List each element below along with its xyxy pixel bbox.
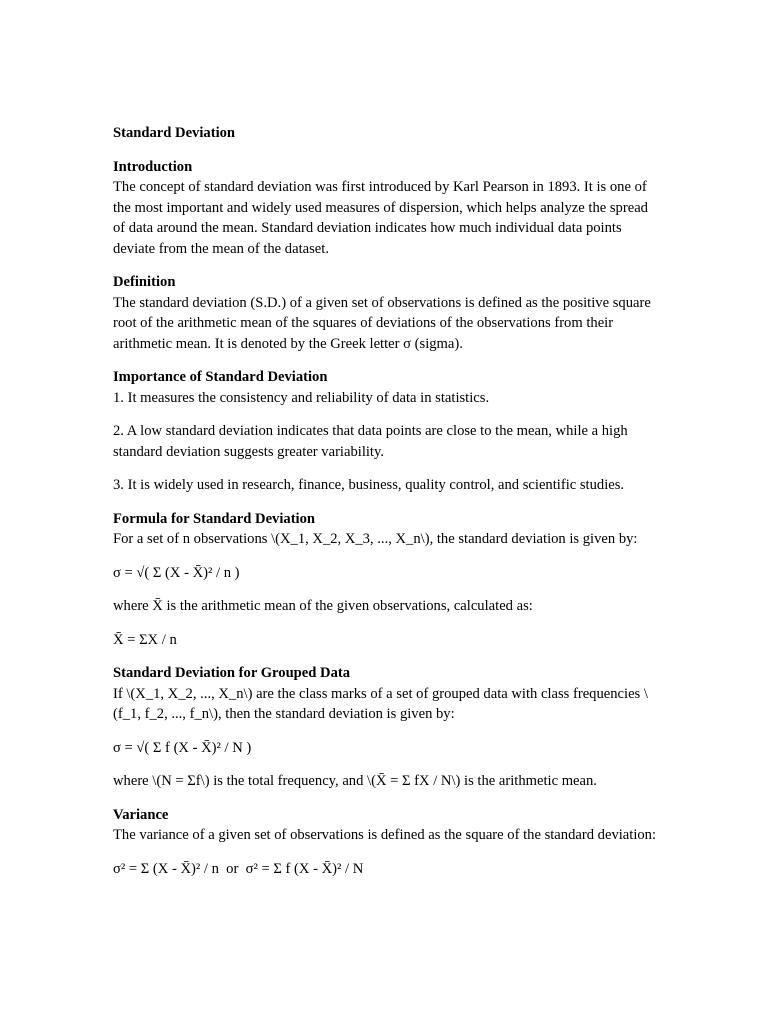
variance-heading: Variance <box>113 806 169 823</box>
document-title: Standard Deviation <box>113 125 236 141</box>
formula-where: where X̄ is the arithmetic mean of the given observations, calculated as: <box>113 598 533 614</box>
importance-item-2: 2. A low standard deviation indicates that data points are close to the mean, while a high standard deviation suggests greater variability. <box>113 423 628 460</box>
definition-section <box>113 272 658 354</box>
formula-heading: Formula for Standard Deviation <box>113 510 316 527</box>
importance-item-3: 3. It is widely used in research, finance, business, quality control, and scientific studies. <box>113 477 625 493</box>
variance-text: The variance of a given set of observations is defined as the square of the standard deviation: <box>113 827 657 843</box>
definition-text: The standard deviation (S.D.) of a given set of observations is defined as the positive square root of the arithmetic mean of the squares of deviations of the observations from their arithmetic mean. It is denoted by the Greek letter σ (sigma). <box>113 294 651 352</box>
importance-heading: Importance of Standard Deviation <box>113 369 328 385</box>
formula-section <box>113 509 658 550</box>
mean-equation: X̄ = ΣX / n <box>113 631 177 648</box>
variance-equation: σ² = Σ (X - X̄)² / n or σ² = Σ f (X - X̄)² / N <box>113 860 364 877</box>
grouped-equation: σ = √( Σ f (X - X̄)² / N ) <box>113 739 252 756</box>
variance-section <box>113 805 658 846</box>
definition-heading: Definition <box>113 274 176 290</box>
grouped-section <box>113 663 658 725</box>
grouped-where: where \(N = Σf\) is the total frequency, and \(X̄ = Σ fX / N\) is the arithmetic mean. <box>113 773 597 789</box>
introduction-text: The concept of standard deviation was first introduced by Karl Pearson in 1893. It is one of the most important and widely used measures of dispersion, which helps analyze the spread of data around the mean. Standard deviation indicates how much individual data points deviate from the mean of the dataset. <box>113 179 648 257</box>
introduction-section <box>113 157 658 260</box>
grouped-heading: Standard Deviation for Grouped Data <box>113 665 351 681</box>
importance-section <box>113 367 658 408</box>
introduction-heading: Introduction <box>113 158 193 175</box>
formula-equation: σ = √( Σ (X - X̄)² / n ) <box>113 564 240 581</box>
importance-item-1: 1. It measures the consistency and reliability of data in statistics. <box>113 389 490 406</box>
document-page <box>113 123 658 892</box>
grouped-intro: If \(X_1, X_2, ..., X_n\) are the class marks of a set of grouped data with class frequencies \(f_1, f_2, ..., f_n\), then the standard deviation is given by: <box>113 685 648 722</box>
formula-intro: For a set of n observations \(X_1, X_2, X_3, ..., X_n\), the standard deviation is given by: <box>113 531 638 547</box>
